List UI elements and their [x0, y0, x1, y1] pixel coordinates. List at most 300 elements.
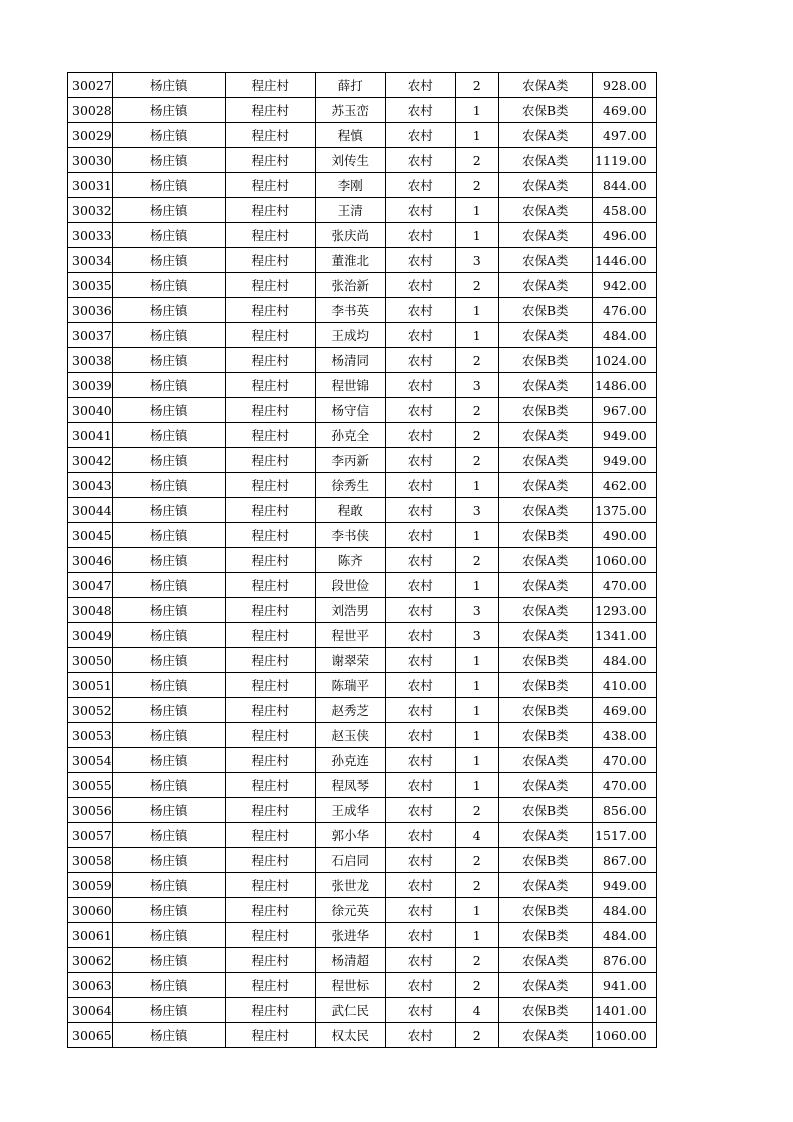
- town-cell: 杨庄镇: [112, 298, 225, 323]
- table-row: [68, 773, 657, 798]
- household-size-cell: 1: [455, 648, 498, 673]
- household-size-cell: 1: [455, 723, 498, 748]
- household-size-cell: 2: [455, 273, 498, 298]
- amount-cell: 469.00: [592, 698, 656, 723]
- amount-cell: 1119.00: [592, 148, 656, 173]
- name-cell: 李书英: [315, 298, 385, 323]
- table-row: [68, 273, 657, 298]
- record-id-cell: 30059: [68, 873, 113, 898]
- name-cell: 陈齐: [315, 548, 385, 573]
- household-size-cell: 3: [455, 373, 498, 398]
- insurance-category-cell: 农保A类: [498, 373, 592, 398]
- record-id-cell: 30045: [68, 523, 113, 548]
- town-cell: 杨庄镇: [112, 348, 225, 373]
- record-id-cell: 30052: [68, 698, 113, 723]
- name-cell: 王成均: [315, 323, 385, 348]
- amount-cell: 496.00: [592, 223, 656, 248]
- town-cell: 杨庄镇: [112, 173, 225, 198]
- insurance-category-cell: 农保A类: [498, 323, 592, 348]
- village-cell: 程庄村: [225, 473, 315, 498]
- table-row: [68, 923, 657, 948]
- household-size-cell: 1: [455, 198, 498, 223]
- record-id-cell: 30035: [68, 273, 113, 298]
- name-cell: 石启同: [315, 848, 385, 873]
- area-type-cell: 农村: [385, 98, 455, 123]
- area-type-cell: 农村: [385, 223, 455, 248]
- table-row: [68, 748, 657, 773]
- name-cell: 张世龙: [315, 873, 385, 898]
- area-type-cell: 农村: [385, 373, 455, 398]
- village-cell: 程庄村: [225, 998, 315, 1023]
- name-cell: 李丙新: [315, 448, 385, 473]
- record-id-cell: 30051: [68, 673, 113, 698]
- village-cell: 程庄村: [225, 698, 315, 723]
- town-cell: 杨庄镇: [112, 798, 225, 823]
- table-row: [68, 973, 657, 998]
- table-body: [68, 73, 657, 1048]
- village-cell: 程庄村: [225, 73, 315, 98]
- area-type-cell: 农村: [385, 523, 455, 548]
- town-cell: 杨庄镇: [112, 373, 225, 398]
- insurance-category-cell: 农保A类: [498, 448, 592, 473]
- amount-cell: 484.00: [592, 898, 656, 923]
- household-size-cell: 1: [455, 523, 498, 548]
- household-size-cell: 2: [455, 548, 498, 573]
- village-cell: 程庄村: [225, 448, 315, 473]
- insurance-category-cell: 农保B类: [498, 298, 592, 323]
- name-cell: 张治新: [315, 273, 385, 298]
- village-cell: 程庄村: [225, 848, 315, 873]
- household-size-cell: 2: [455, 73, 498, 98]
- town-cell: 杨庄镇: [112, 773, 225, 798]
- household-size-cell: 1: [455, 898, 498, 923]
- insurance-category-cell: 农保A类: [498, 948, 592, 973]
- household-size-cell: 2: [455, 448, 498, 473]
- household-size-cell: 1: [455, 223, 498, 248]
- amount-cell: 1024.00: [592, 348, 656, 373]
- name-cell: 杨清同: [315, 348, 385, 373]
- area-type-cell: 农村: [385, 198, 455, 223]
- amount-cell: 484.00: [592, 648, 656, 673]
- area-type-cell: 农村: [385, 173, 455, 198]
- amount-cell: 867.00: [592, 848, 656, 873]
- town-cell: 杨庄镇: [112, 1023, 225, 1048]
- record-id-cell: 30044: [68, 498, 113, 523]
- town-cell: 杨庄镇: [112, 573, 225, 598]
- name-cell: 徐秀生: [315, 473, 385, 498]
- insurance-category-cell: 农保B类: [498, 898, 592, 923]
- area-type-cell: 农村: [385, 298, 455, 323]
- amount-cell: 458.00: [592, 198, 656, 223]
- amount-cell: 1375.00: [592, 498, 656, 523]
- area-type-cell: 农村: [385, 898, 455, 923]
- household-size-cell: 1: [455, 698, 498, 723]
- record-id-cell: 30033: [68, 223, 113, 248]
- record-id-cell: 30032: [68, 198, 113, 223]
- record-id-cell: 30047: [68, 573, 113, 598]
- name-cell: 刘传生: [315, 148, 385, 173]
- area-type-cell: 农村: [385, 148, 455, 173]
- table-row: [68, 148, 657, 173]
- table-row: [68, 648, 657, 673]
- amount-cell: 844.00: [592, 173, 656, 198]
- name-cell: 赵玉侠: [315, 723, 385, 748]
- town-cell: 杨庄镇: [112, 998, 225, 1023]
- record-id-cell: 30060: [68, 898, 113, 923]
- household-size-cell: 3: [455, 248, 498, 273]
- insurance-category-cell: 农保B类: [498, 673, 592, 698]
- area-type-cell: 农村: [385, 923, 455, 948]
- village-cell: 程庄村: [225, 223, 315, 248]
- amount-cell: 1446.00: [592, 248, 656, 273]
- insurance-category-cell: 农保A类: [498, 823, 592, 848]
- area-type-cell: 农村: [385, 273, 455, 298]
- name-cell: 王清: [315, 198, 385, 223]
- table-row: [68, 848, 657, 873]
- amount-cell: 967.00: [592, 398, 656, 423]
- insurance-category-cell: 农保A类: [498, 773, 592, 798]
- amount-cell: 1486.00: [592, 373, 656, 398]
- table-row: [68, 823, 657, 848]
- area-type-cell: 农村: [385, 748, 455, 773]
- household-size-cell: 2: [455, 148, 498, 173]
- record-id-cell: 30039: [68, 373, 113, 398]
- record-id-cell: 30048: [68, 598, 113, 623]
- village-cell: 程庄村: [225, 348, 315, 373]
- amount-cell: 476.00: [592, 298, 656, 323]
- record-id-cell: 30041: [68, 423, 113, 448]
- household-size-cell: 1: [455, 748, 498, 773]
- village-cell: 程庄村: [225, 973, 315, 998]
- amount-cell: 470.00: [592, 773, 656, 798]
- area-type-cell: 农村: [385, 723, 455, 748]
- record-id-cell: 30042: [68, 448, 113, 473]
- record-id-cell: 30040: [68, 398, 113, 423]
- name-cell: 程世标: [315, 973, 385, 998]
- record-id-cell: 30057: [68, 823, 113, 848]
- record-id-cell: 30058: [68, 848, 113, 873]
- town-cell: 杨庄镇: [112, 448, 225, 473]
- insurance-category-cell: 农保A类: [498, 73, 592, 98]
- village-cell: 程庄村: [225, 598, 315, 623]
- record-id-cell: 30050: [68, 648, 113, 673]
- amount-cell: 484.00: [592, 923, 656, 948]
- area-type-cell: 农村: [385, 973, 455, 998]
- amount-cell: 1060.00: [592, 1023, 656, 1048]
- village-cell: 程庄村: [225, 898, 315, 923]
- name-cell: 刘浩男: [315, 598, 385, 623]
- amount-cell: 949.00: [592, 448, 656, 473]
- table-row: [68, 948, 657, 973]
- table-row: [68, 598, 657, 623]
- village-cell: 程庄村: [225, 723, 315, 748]
- town-cell: 杨庄镇: [112, 598, 225, 623]
- household-size-cell: 1: [455, 323, 498, 348]
- record-id-cell: 30046: [68, 548, 113, 573]
- amount-cell: 438.00: [592, 723, 656, 748]
- area-type-cell: 农村: [385, 823, 455, 848]
- insurance-category-cell: 农保A类: [498, 1023, 592, 1048]
- household-size-cell: 4: [455, 823, 498, 848]
- insurance-category-cell: 农保B类: [498, 698, 592, 723]
- amount-cell: 469.00: [592, 98, 656, 123]
- town-cell: 杨庄镇: [112, 523, 225, 548]
- name-cell: 董淮北: [315, 248, 385, 273]
- town-cell: 杨庄镇: [112, 873, 225, 898]
- name-cell: 杨守信: [315, 398, 385, 423]
- insurance-category-cell: 农保B类: [498, 98, 592, 123]
- amount-cell: 497.00: [592, 123, 656, 148]
- insurance-category-cell: 农保A类: [498, 873, 592, 898]
- village-cell: 程庄村: [225, 248, 315, 273]
- name-cell: 徐元英: [315, 898, 385, 923]
- amount-cell: 856.00: [592, 798, 656, 823]
- area-type-cell: 农村: [385, 248, 455, 273]
- amount-cell: 928.00: [592, 73, 656, 98]
- area-type-cell: 农村: [385, 998, 455, 1023]
- household-size-cell: 1: [455, 573, 498, 598]
- area-type-cell: 农村: [385, 848, 455, 873]
- household-size-cell: 1: [455, 123, 498, 148]
- town-cell: 杨庄镇: [112, 323, 225, 348]
- household-size-cell: 2: [455, 398, 498, 423]
- insurance-category-cell: 农保B类: [498, 398, 592, 423]
- town-cell: 杨庄镇: [112, 898, 225, 923]
- area-type-cell: 农村: [385, 948, 455, 973]
- household-size-cell: 3: [455, 598, 498, 623]
- name-cell: 李刚: [315, 173, 385, 198]
- household-size-cell: 2: [455, 848, 498, 873]
- town-cell: 杨庄镇: [112, 848, 225, 873]
- record-id-cell: 30028: [68, 98, 113, 123]
- insurance-category-cell: 农保B类: [498, 923, 592, 948]
- table-row: [68, 873, 657, 898]
- table-row: [68, 323, 657, 348]
- amount-cell: 1401.00: [592, 998, 656, 1023]
- record-id-cell: 30053: [68, 723, 113, 748]
- area-type-cell: 农村: [385, 773, 455, 798]
- name-cell: 程凤琴: [315, 773, 385, 798]
- village-cell: 程庄村: [225, 773, 315, 798]
- table-row: [68, 673, 657, 698]
- town-cell: 杨庄镇: [112, 948, 225, 973]
- town-cell: 杨庄镇: [112, 723, 225, 748]
- record-id-cell: 30029: [68, 123, 113, 148]
- amount-cell: 470.00: [592, 573, 656, 598]
- table-row: [68, 723, 657, 748]
- name-cell: 孙克连: [315, 748, 385, 773]
- amount-cell: 410.00: [592, 673, 656, 698]
- table-row: [68, 223, 657, 248]
- area-type-cell: 农村: [385, 648, 455, 673]
- table-row: [68, 123, 657, 148]
- village-cell: 程庄村: [225, 323, 315, 348]
- household-size-cell: 1: [455, 773, 498, 798]
- amount-cell: 949.00: [592, 423, 656, 448]
- area-type-cell: 农村: [385, 623, 455, 648]
- household-size-cell: 1: [455, 673, 498, 698]
- amount-cell: 490.00: [592, 523, 656, 548]
- area-type-cell: 农村: [385, 123, 455, 148]
- record-id-cell: 30031: [68, 173, 113, 198]
- data-table: [67, 72, 657, 1048]
- insurance-category-cell: 农保B类: [498, 848, 592, 873]
- amount-cell: 1517.00: [592, 823, 656, 848]
- village-cell: 程庄村: [225, 798, 315, 823]
- table-row: [68, 698, 657, 723]
- town-cell: 杨庄镇: [112, 198, 225, 223]
- record-id-cell: 30056: [68, 798, 113, 823]
- amount-cell: 942.00: [592, 273, 656, 298]
- village-cell: 程庄村: [225, 648, 315, 673]
- table-row: [68, 423, 657, 448]
- village-cell: 程庄村: [225, 873, 315, 898]
- village-cell: 程庄村: [225, 948, 315, 973]
- area-type-cell: 农村: [385, 498, 455, 523]
- insurance-category-cell: 农保B类: [498, 648, 592, 673]
- record-id-cell: 30034: [68, 248, 113, 273]
- record-id-cell: 30043: [68, 473, 113, 498]
- insurance-category-cell: 农保B类: [498, 348, 592, 373]
- record-id-cell: 30049: [68, 623, 113, 648]
- table-row: [68, 248, 657, 273]
- village-cell: 程庄村: [225, 273, 315, 298]
- household-size-cell: 2: [455, 798, 498, 823]
- table-row: [68, 473, 657, 498]
- amount-cell: 949.00: [592, 873, 656, 898]
- insurance-category-cell: 农保A类: [498, 223, 592, 248]
- village-cell: 程庄村: [225, 298, 315, 323]
- insurance-category-cell: 农保A类: [498, 273, 592, 298]
- village-cell: 程庄村: [225, 748, 315, 773]
- table-row: [68, 898, 657, 923]
- village-cell: 程庄村: [225, 373, 315, 398]
- area-type-cell: 农村: [385, 1023, 455, 1048]
- insurance-category-cell: 农保B类: [498, 798, 592, 823]
- table-row: [68, 623, 657, 648]
- record-id-cell: 30061: [68, 923, 113, 948]
- household-size-cell: 3: [455, 498, 498, 523]
- insurance-category-cell: 农保B类: [498, 998, 592, 1023]
- name-cell: 薛打: [315, 73, 385, 98]
- town-cell: 杨庄镇: [112, 548, 225, 573]
- table-row: [68, 1023, 657, 1048]
- town-cell: 杨庄镇: [112, 823, 225, 848]
- town-cell: 杨庄镇: [112, 148, 225, 173]
- village-cell: 程庄村: [225, 148, 315, 173]
- household-size-cell: 1: [455, 298, 498, 323]
- town-cell: 杨庄镇: [112, 648, 225, 673]
- name-cell: 段世俭: [315, 573, 385, 598]
- insurance-category-cell: 农保A类: [498, 548, 592, 573]
- household-size-cell: 2: [455, 1023, 498, 1048]
- name-cell: 程世锦: [315, 373, 385, 398]
- insurance-category-cell: 农保A类: [498, 148, 592, 173]
- village-cell: 程庄村: [225, 198, 315, 223]
- insurance-category-cell: 农保A类: [498, 198, 592, 223]
- record-id-cell: 30038: [68, 348, 113, 373]
- name-cell: 武仁民: [315, 998, 385, 1023]
- amount-cell: 1341.00: [592, 623, 656, 648]
- household-size-cell: 2: [455, 348, 498, 373]
- record-id-cell: 30055: [68, 773, 113, 798]
- village-cell: 程庄村: [225, 523, 315, 548]
- town-cell: 杨庄镇: [112, 423, 225, 448]
- town-cell: 杨庄镇: [112, 73, 225, 98]
- record-id-cell: 30064: [68, 998, 113, 1023]
- village-cell: 程庄村: [225, 573, 315, 598]
- name-cell: 杨清超: [315, 948, 385, 973]
- name-cell: 程世平: [315, 623, 385, 648]
- area-type-cell: 农村: [385, 398, 455, 423]
- town-cell: 杨庄镇: [112, 123, 225, 148]
- town-cell: 杨庄镇: [112, 973, 225, 998]
- name-cell: 权太民: [315, 1023, 385, 1048]
- town-cell: 杨庄镇: [112, 248, 225, 273]
- name-cell: 程慎: [315, 123, 385, 148]
- household-size-cell: 2: [455, 948, 498, 973]
- village-cell: 程庄村: [225, 1023, 315, 1048]
- area-type-cell: 农村: [385, 73, 455, 98]
- household-size-cell: 3: [455, 623, 498, 648]
- name-cell: 赵秀芝: [315, 698, 385, 723]
- table-row: [68, 373, 657, 398]
- village-cell: 程庄村: [225, 398, 315, 423]
- insurance-category-cell: 农保A类: [498, 598, 592, 623]
- area-type-cell: 农村: [385, 573, 455, 598]
- name-cell: 程敢: [315, 498, 385, 523]
- area-type-cell: 农村: [385, 323, 455, 348]
- area-type-cell: 农村: [385, 798, 455, 823]
- table-row: [68, 798, 657, 823]
- town-cell: 杨庄镇: [112, 223, 225, 248]
- household-size-cell: 1: [455, 98, 498, 123]
- record-id-cell: 30054: [68, 748, 113, 773]
- name-cell: 郭小华: [315, 823, 385, 848]
- name-cell: 张进华: [315, 923, 385, 948]
- household-size-cell: 2: [455, 423, 498, 448]
- table-row: [68, 348, 657, 373]
- insurance-category-cell: 农保A类: [498, 973, 592, 998]
- amount-cell: 876.00: [592, 948, 656, 973]
- table-row: [68, 548, 657, 573]
- record-id-cell: 30062: [68, 948, 113, 973]
- household-size-cell: 1: [455, 473, 498, 498]
- town-cell: 杨庄镇: [112, 623, 225, 648]
- household-size-cell: 4: [455, 998, 498, 1023]
- name-cell: 王成华: [315, 798, 385, 823]
- household-size-cell: 2: [455, 873, 498, 898]
- town-cell: 杨庄镇: [112, 98, 225, 123]
- name-cell: 李书侠: [315, 523, 385, 548]
- household-size-cell: 2: [455, 173, 498, 198]
- name-cell: 孙克全: [315, 423, 385, 448]
- town-cell: 杨庄镇: [112, 273, 225, 298]
- record-id-cell: 30037: [68, 323, 113, 348]
- amount-cell: 484.00: [592, 323, 656, 348]
- village-cell: 程庄村: [225, 623, 315, 648]
- town-cell: 杨庄镇: [112, 498, 225, 523]
- name-cell: 谢翠荣: [315, 648, 385, 673]
- town-cell: 杨庄镇: [112, 748, 225, 773]
- household-size-cell: 2: [455, 973, 498, 998]
- name-cell: 苏玉峦: [315, 98, 385, 123]
- area-type-cell: 农村: [385, 473, 455, 498]
- name-cell: 陈瑞平: [315, 673, 385, 698]
- village-cell: 程庄村: [225, 173, 315, 198]
- insurance-category-cell: 农保A类: [498, 423, 592, 448]
- insurance-category-cell: 农保A类: [498, 748, 592, 773]
